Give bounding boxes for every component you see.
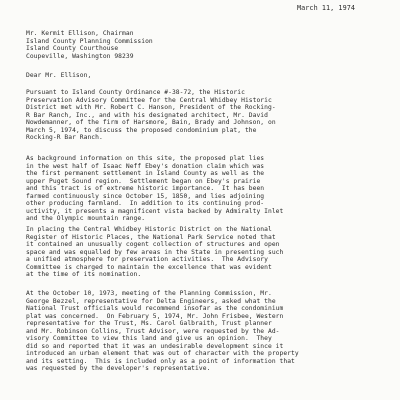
paragraph-line: National Trust officials would recommend insofar as the condominium (26, 305, 284, 312)
paragraph-line: upper Puget Sound region. Settlement began on Ebey's prairie (26, 177, 261, 185)
paragraph-line: George Bezzel, representative for Delta Engineers, asked what the (26, 297, 276, 305)
paragraph-line: At the October 10, 1973, meeting of the Planning Commission, Mr. (26, 290, 272, 297)
paragraph-line: and its setting. This is included only as a point of information that (26, 357, 295, 365)
address-line: Island County Planning Commission (26, 37, 153, 45)
paragraph-line: Rocking-R Bar Ranch. (26, 134, 103, 141)
paragraph-line: representative for the Trust, Ms. Carol Galbraith, Trust planner (26, 320, 272, 327)
paragraph-line: the first permanent settlement in Island County as well as the (26, 170, 265, 177)
letter-date: March 11, 1974 (297, 4, 355, 12)
paragraph-line: farmed continuously since October 15, 1850, and lies adjoining (26, 192, 265, 200)
recipient-address (26, 30, 153, 60)
paragraph-line: District met with Mr. Robert C. Hanson, President of the Rocking- (26, 104, 276, 111)
paragraph-line: uctivity, it presents a magnificent vista backed by Admiralty Inlet (26, 207, 284, 215)
paragraph-line: Register of Historic Places, the National Park Service noted that (26, 233, 276, 241)
paragraph-line: As background information on this site, the proposed plat lies (26, 155, 265, 162)
paragraph-line: visory Committee to view this land and give us an opinion. They (26, 335, 272, 342)
address-line: Coupeville, Washington 98239 (26, 52, 134, 60)
paragraph-2 (26, 155, 283, 223)
address-line: Mr. Kermit Ellison, Chairman (26, 30, 134, 37)
paragraph-line: Preservation Advisory Committee for the Central Whidbey Historic (26, 96, 272, 104)
paragraph-line: did so and reported that it was an undesirable development since it (26, 342, 284, 350)
paragraph-line: in the west half of Isaac Neff Ebey's donation claim which was (26, 162, 265, 170)
paragraph-line: R Bar Ranch, Inc., and with his designated architect, Mr. David (26, 111, 268, 119)
paragraph-line: Pursuant to Island County Ordinance #-38-72, the Historic (26, 89, 245, 96)
paragraph-3 (26, 226, 283, 279)
paragraph-line: In placing the Central Whidbey Historic District on the National (26, 226, 272, 233)
paragraph-1 (26, 89, 276, 142)
paragraph-line: at the time of its nomination. (26, 271, 142, 278)
paragraph-line: space and was equalled by few areas in the State in presenting such (26, 248, 284, 256)
address-line: Island County Courthouse (26, 45, 119, 52)
paragraph-line: Committee is charged to maintain the excellence that was evident (26, 263, 272, 271)
paragraph-line: introduced an urban element that was out of character with the property (26, 350, 299, 357)
paragraph-line: a unified atmosphere for preservation activities. The Advisory (26, 256, 268, 263)
salutation: Dear Mr. Ellison, (26, 72, 92, 79)
paragraph-line: other producing farmland. In addition to its continuing prod- (26, 200, 265, 207)
paragraph-line: and Mr. Robinson Collins, Trust Advisor, were requested by the Ad- (26, 327, 280, 335)
paragraph-line: March 5, 1974, to discuss the proposed condominium plat, the (26, 126, 257, 134)
paragraph-line: was requested by the developer's representative. (26, 365, 211, 372)
paragraph-4 (26, 290, 299, 373)
paragraph-line: and this tract is of extreme historic importance. It has been (26, 185, 265, 192)
paragraph-line: it contained an unusually cogent collection of structures and open (26, 241, 280, 248)
paragraph-line: Nowdemanner, of the firm of Harsmore, Bain, Brady and Johnson, on (26, 119, 276, 126)
paragraph-line: plat was concerned. On February 5, 1974, Mr. John Frisbee, Western (26, 312, 284, 320)
paragraph-line: and the Olympic mountain range. (26, 215, 146, 222)
